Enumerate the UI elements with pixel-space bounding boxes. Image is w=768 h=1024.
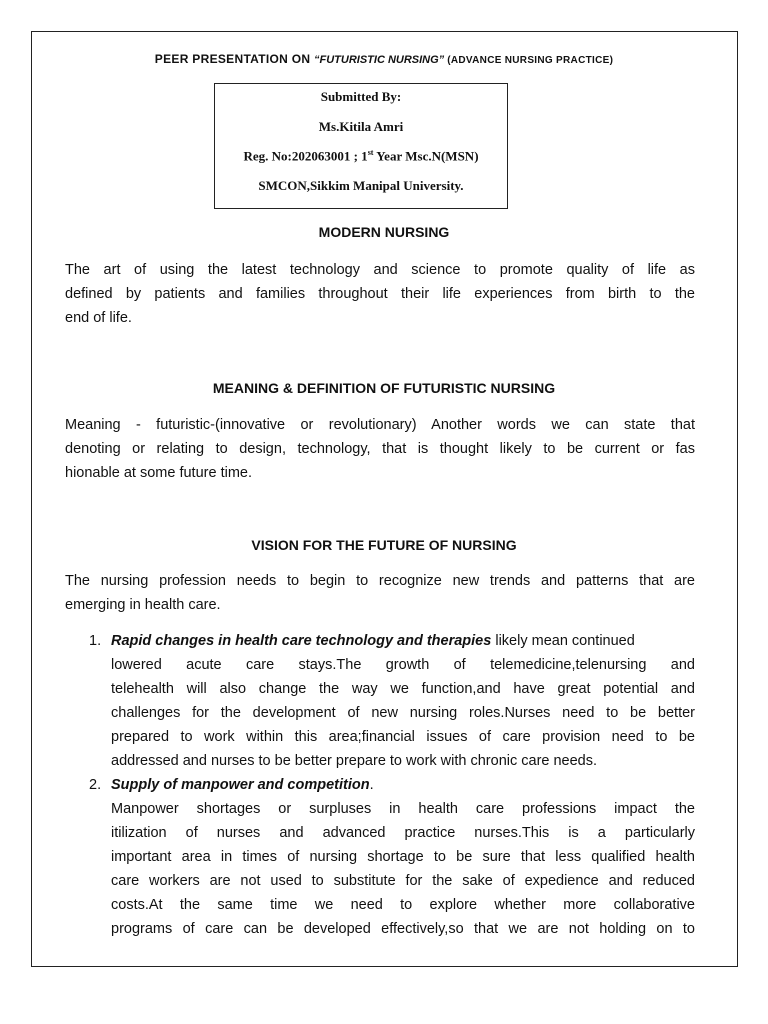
registration-number [215,148,507,164]
reg-prefix: Reg. No:202063001 ; 1 [243,148,368,164]
list-item-first-rest: likely mean continued [491,633,635,649]
list-item-line: addressed and nurses to be better prepare to work with chronic care needs. [111,753,598,769]
reg-superscript: st [367,148,374,157]
list-item-line: Manpower shortages or surpluses in health care professions impact the [111,801,695,817]
document-title [0,52,768,66]
submitted-by-label: Submitted By: [320,89,402,104]
submission-box [214,83,508,209]
heading-vision: VISION FOR THE FUTURE OF NURSING [251,537,517,553]
list-item-line: telehealth will also change the way we function,and have great potential and [111,681,695,697]
list-item-line: care workers are not used to substitute for the sake of expedience and reduced [111,873,695,889]
heading-modern-nursing: MODERN NURSING [318,224,450,240]
list-item-title: Supply of manpower and competition [111,777,370,793]
list-item-2 [111,773,695,941]
list-number-2: 2. [89,777,102,793]
list-item-line: itilization of nurses and advanced practice nurses.This is a particularly [111,825,695,841]
paragraph-line: hionable at some future time. [65,465,252,481]
list-item-title: Rapid changes in health care technology and therapies [111,633,492,649]
paragraph-vision [65,569,695,617]
list-item-title-end: . [369,777,374,793]
list-item-line: lowered acute care stays.The growth of telemedicine,telenursing and [111,657,695,673]
submitter-name: Ms.Kitila Amri [318,119,404,134]
paragraph-line: denoting or relating to design, technology, that is thought likely to be current or fas [65,441,695,457]
paragraph-line: end of life. [65,310,132,326]
paragraph-line: Meaning - futuristic-(innovative or revolutionary) Another words we can state that [65,417,695,433]
paragraph-line: defined by patients and families throughout their life experiences from birth to the [65,286,695,302]
title-subtitle: (ADVANCE NURSING PRACTICE) [444,55,614,66]
paragraph-meaning [65,413,695,485]
list-item-first-line [111,629,695,653]
title-main: PEER PRESENTATION ON [154,52,314,66]
paragraph-line: emerging in health care. [65,597,221,613]
list-item-first-line [111,773,695,797]
reg-suffix: Year Msc.N(MSN) [373,148,479,164]
heading-meaning-definition: MEANING & DEFINITION OF FUTURISTIC NURSING [212,380,556,396]
paragraph-line: The art of using the latest technology and science to promote quality of life as [65,262,695,278]
list-item-line: prepared to work within this area;financial issues of care provision need to be [111,729,695,745]
list-item-1 [111,629,695,773]
list-number-1: 1. [89,633,102,649]
institution-name: SMCON,Sikkim Manipal University. [258,178,464,193]
list-item-line: costs.At the same time we need to explore whether more collaborative [111,897,695,913]
paragraph-line: The nursing profession needs to begin to recognize new trends and patterns that are [65,573,695,589]
paragraph-modern-nursing [65,258,695,330]
list-item-line: important area in times of nursing shortage to be sure that less qualified health [111,849,695,865]
list-item-line: challenges for the development of new nursing roles.Nurses need to be better [111,705,695,721]
list-item-line: programs of care can be developed effectively,so that we are not holding on to [111,921,695,937]
title-topic: “FUTURISTIC NURSING” [314,54,445,66]
